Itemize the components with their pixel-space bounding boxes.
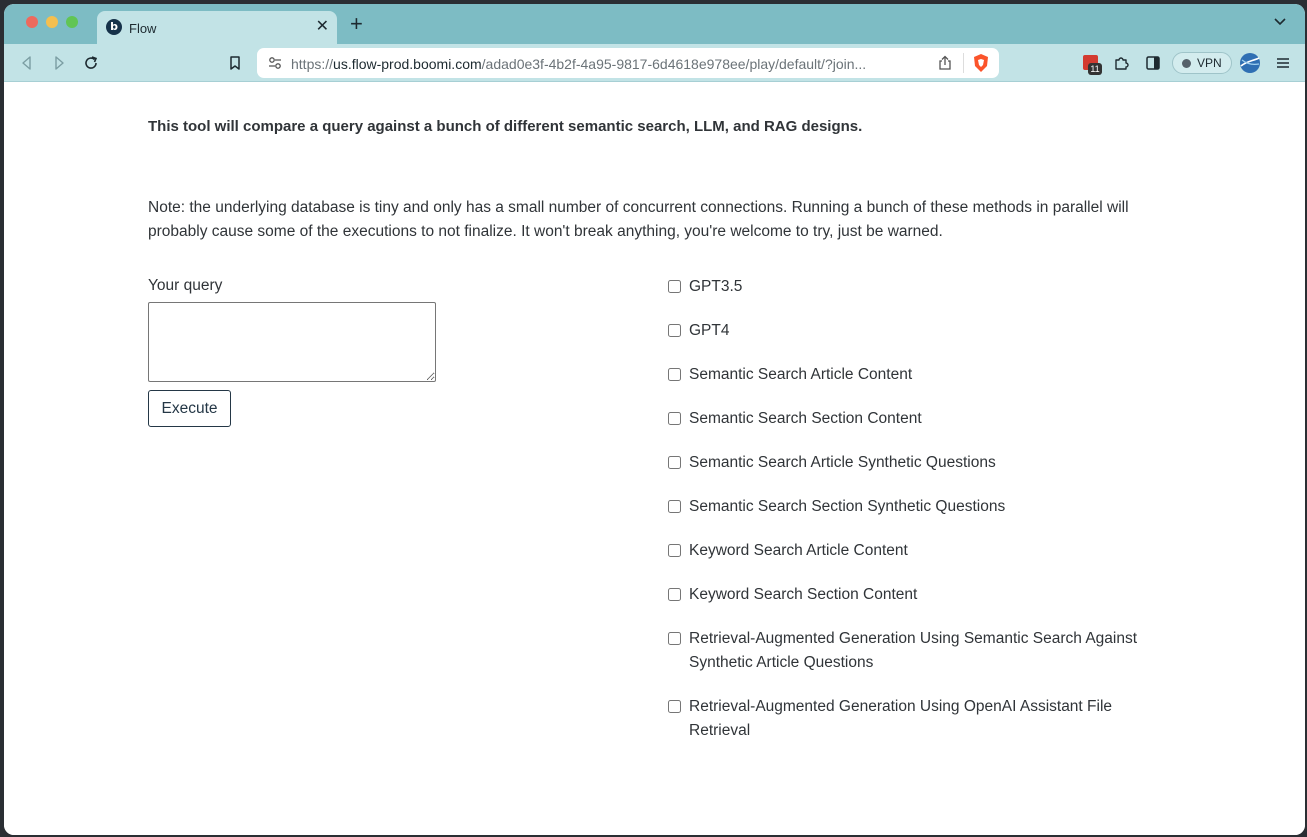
back-icon[interactable] [18, 54, 36, 72]
option-checkbox[interactable] [668, 368, 681, 381]
zoom-window-button[interactable] [66, 16, 78, 28]
execute-button[interactable]: Execute [148, 390, 231, 427]
profile-avatar-icon[interactable] [1239, 52, 1261, 74]
minimize-window-button[interactable] [46, 16, 58, 28]
option-keyword-article-content [668, 539, 1188, 563]
option-semantic-section-synthetic [668, 495, 1188, 519]
vpn-button[interactable] [1172, 52, 1232, 74]
address-bar[interactable] [257, 48, 999, 78]
option-gpt4 [668, 319, 1188, 343]
option-keyword-section-content [668, 583, 1188, 607]
option-label[interactable]: GPT3.5 [689, 278, 743, 295]
browser-toolbar [4, 44, 1305, 82]
option-label[interactable]: Keyword Search Article Content [689, 542, 908, 559]
option-checkbox[interactable] [668, 412, 681, 425]
url-scheme: https:// [291, 56, 334, 72]
query-input[interactable] [148, 302, 436, 382]
extension-badge-count: 11 [1088, 63, 1102, 75]
chevron-down-icon[interactable] [1273, 14, 1287, 28]
option-checkbox[interactable] [668, 324, 681, 337]
query-label: Your query [148, 277, 223, 294]
option-label[interactable]: Semantic Search Section Synthetic Questions [689, 498, 1006, 515]
sidebar-toggle-icon[interactable] [1144, 54, 1162, 72]
option-semantic-article-content [668, 363, 1188, 387]
tab-flow[interactable] [97, 11, 337, 44]
vpn-status-icon [1182, 59, 1191, 68]
option-label[interactable]: Retrieval-Augmented Generation Using OpenAI Assistant File Retrieval [689, 698, 1113, 739]
option-checkbox[interactable] [668, 280, 681, 293]
option-label[interactable]: Retrieval-Augmented Generation Using Semantic Search Against Synthetic Article Questions [689, 630, 1138, 671]
vpn-label: VPN [1197, 56, 1222, 70]
option-label[interactable]: Semantic Search Article Content [689, 366, 913, 383]
menu-icon[interactable] [1274, 54, 1292, 72]
brave-shields-icon[interactable] [972, 53, 990, 73]
option-label[interactable]: Keyword Search Section Content [689, 586, 918, 603]
page-content [4, 83, 1305, 835]
option-checkbox[interactable] [668, 544, 681, 557]
url-path: /adad0e3f-4b2f-4a95-9817-6d4618e978ee/play/default/?join... [481, 56, 867, 72]
option-semantic-article-synthetic [668, 451, 1188, 475]
tab-bar [4, 4, 1305, 44]
option-rag-semantic-synthetic [668, 627, 1188, 675]
reload-icon[interactable] [82, 54, 100, 72]
option-label[interactable]: GPT4 [689, 322, 730, 339]
url-divider [963, 53, 964, 73]
url-text [291, 56, 921, 72]
tab-title: Flow [129, 21, 157, 36]
option-label[interactable]: Semantic Search Section Content [689, 410, 922, 427]
extensions-puzzle-icon[interactable] [1112, 54, 1130, 72]
new-tab-plus-icon[interactable]: + [350, 11, 363, 36]
share-icon[interactable] [937, 55, 953, 71]
bookmark-icon[interactable] [226, 54, 244, 72]
url-host: us.flow-prod.boomi.com [333, 56, 482, 72]
browser-window [4, 4, 1305, 835]
note-text: Note: the underlying database is tiny and only has a small number of concurrent connections. Running a bunch of these methods in parallel will probably cause some of the executions to not finalize. It won't break anything, you're welcome to try, just be warned. [148, 199, 1129, 240]
flow-favicon-icon: b [106, 19, 122, 35]
option-gpt35 [668, 275, 1188, 299]
option-checkbox[interactable] [668, 500, 681, 513]
option-checkbox[interactable] [668, 588, 681, 601]
option-checkbox[interactable] [668, 700, 681, 713]
forward-icon[interactable] [50, 54, 68, 72]
close-window-button[interactable] [26, 16, 38, 28]
tab-close-icon[interactable]: ✕ [315, 18, 329, 35]
method-options [668, 275, 1188, 763]
option-rag-openai-assistant [668, 695, 1188, 743]
option-label[interactable]: Semantic Search Article Synthetic Questions [689, 454, 996, 471]
option-checkbox[interactable] [668, 632, 681, 645]
option-checkbox[interactable] [668, 456, 681, 469]
intro-text: This tool will compare a query against a bunch of different semantic search, LLM, and RAG designs. [148, 118, 863, 135]
site-settings-icon[interactable] [267, 55, 283, 71]
option-semantic-section-content [668, 407, 1188, 431]
